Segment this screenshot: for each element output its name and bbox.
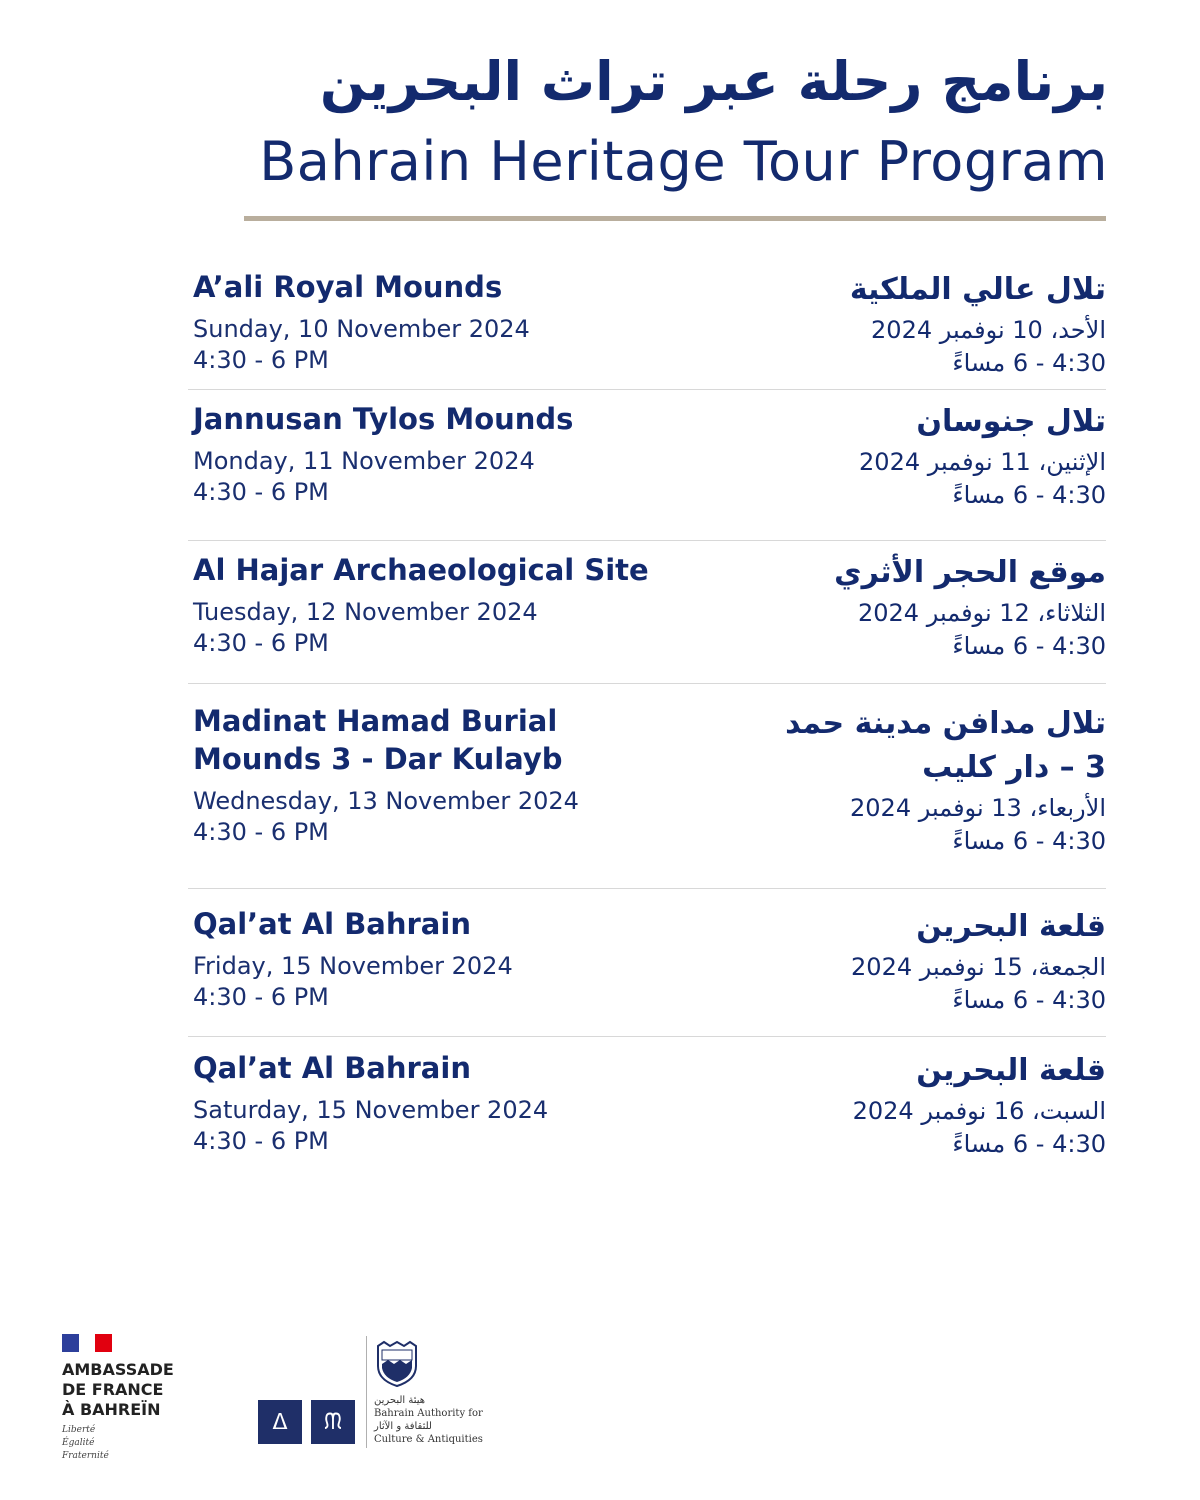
- baca-name-ar-1: هيئة البحرين: [374, 1395, 426, 1406]
- ambassade-france-logo: [62, 1334, 174, 1463]
- event-time-ar: 4:30 - 6 مساءً: [952, 349, 1106, 377]
- event-time-ar: 4:30 - 6 مساءً: [952, 986, 1106, 1014]
- event-date-ar: الأربعاء، 13 نوفمبر 2024: [850, 794, 1106, 822]
- event-item: [188, 1037, 1106, 1177]
- flag-blue-band: [62, 1334, 79, 1352]
- baca-name: [374, 1394, 484, 1446]
- event-name-en: A’ali Royal Mounds: [193, 270, 503, 304]
- event-name-en: Qal’at Al Bahrain: [193, 1051, 471, 1085]
- event-time-en: 4:30 - 6 PM: [193, 818, 329, 846]
- baca-name-en-1: Bahrain Authority for: [374, 1408, 483, 1419]
- event-date-ar: الإثنين، 11 نوفمبر 2024: [859, 448, 1106, 476]
- calligraphy-badge-icon: ᙏ: [311, 1400, 355, 1444]
- event-date-en: Monday, 11 November 2024: [193, 447, 535, 475]
- footer-divider: [366, 1336, 367, 1448]
- motto-fraternite: Fraternité: [62, 1451, 109, 1461]
- embassy-name-line3: À BAHREÏN: [62, 1400, 161, 1419]
- event-time-en: 4:30 - 6 PM: [193, 629, 329, 657]
- event-date-en: Friday, 15 November 2024: [193, 952, 513, 980]
- event-name-ar-line2: 3 – دار كليب: [922, 750, 1106, 785]
- event-date-en: Tuesday, 12 November 2024: [193, 598, 538, 626]
- page-title-arabic: برنامج رحلة عبر تراث البحرين: [319, 50, 1108, 113]
- embassy-name: [62, 1360, 174, 1420]
- baca-name-ar-2: للثقافة و الآثار: [374, 1421, 432, 1432]
- event-name-en: Qal’at Al Bahrain: [193, 907, 471, 941]
- event-date-en: Sunday, 10 November 2024: [193, 315, 530, 343]
- republic-motto: [62, 1424, 174, 1463]
- event-list: [188, 258, 1106, 1177]
- baca-name-en-2: Culture & Antiquities: [374, 1434, 483, 1445]
- event-item: [188, 258, 1106, 390]
- event-name-en: Jannusan Tylos Mounds: [193, 402, 574, 436]
- embassy-name-line1: AMBASSADE: [62, 1360, 174, 1379]
- event-time-ar: 4:30 - 6 مساءً: [952, 481, 1106, 509]
- event-name-en-line1: Madinat Hamad Burial: [193, 704, 558, 738]
- event-date-en: Saturday, 15 November 2024: [193, 1096, 549, 1124]
- event-name-ar: تلال عالي الملكية: [849, 272, 1106, 307]
- embassy-name-line2: DE FRANCE: [62, 1380, 164, 1399]
- event-name-ar: تلال جنوسان: [916, 404, 1106, 439]
- event-date-ar: السبت، 16 نوفمبر 2024: [852, 1097, 1106, 1125]
- event-name-ar: قلعة البحرين: [916, 1053, 1106, 1088]
- event-date-ar: الأحد، 10 نوفمبر 2024: [871, 316, 1106, 344]
- event-name-ar-line1: تلال مدافن مدينة حمد: [785, 706, 1106, 741]
- event-time-en: 4:30 - 6 PM: [193, 983, 329, 1011]
- event-name-en-line2: Mounds 3 - Dar Kulayb: [193, 742, 563, 776]
- flag-red-band: [95, 1334, 112, 1352]
- event-time-en: 4:30 - 6 PM: [193, 478, 329, 506]
- event-date-ar: الثلاثاء، 12 نوفمبر 2024: [858, 599, 1106, 627]
- motto-egalite: Égalité: [62, 1438, 95, 1448]
- event-time-ar: 4:30 - 6 مساءً: [952, 827, 1106, 855]
- event-name-ar: قلعة البحرين: [916, 909, 1106, 944]
- event-name-en: Al Hajar Archaeological Site: [193, 553, 649, 587]
- event-time-ar: 4:30 - 6 مساءً: [952, 632, 1106, 660]
- baca-logo: [374, 1340, 484, 1446]
- bahrain-emblem-icon: [374, 1340, 420, 1388]
- event-time-en: 4:30 - 6 PM: [193, 346, 329, 374]
- title-divider: [244, 216, 1106, 221]
- event-item: [188, 390, 1106, 541]
- flag-white-band: [79, 1334, 96, 1352]
- event-item: [188, 684, 1106, 889]
- event-item: [188, 889, 1106, 1037]
- event-time-ar: 4:30 - 6 مساءً: [952, 1130, 1106, 1158]
- page-title: Bahrain Heritage Tour Program: [259, 130, 1108, 193]
- french-flag-icon: [62, 1334, 112, 1352]
- calligraphy-badge-icon: ᐃ: [258, 1400, 302, 1444]
- event-item: [188, 541, 1106, 684]
- event-name-ar: موقع الحجر الأثري: [834, 555, 1106, 590]
- motto-liberte: Liberté: [62, 1425, 96, 1435]
- event-time-en: 4:30 - 6 PM: [193, 1127, 329, 1155]
- event-date-ar: الجمعة، 15 نوفمبر 2024: [851, 953, 1106, 981]
- event-date-en: Wednesday, 13 November 2024: [193, 787, 579, 815]
